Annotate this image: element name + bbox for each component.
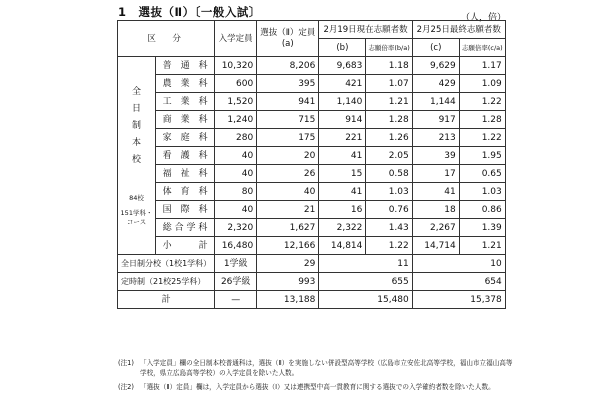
header-feb25-ratio: 志願倍率(c/a) (459, 39, 505, 57)
table-row (118, 165, 506, 183)
row-name: 全日制分校（1校1学科） (118, 255, 215, 273)
header-kubun: 区 分 (118, 21, 215, 57)
header-feb25-sub: (c) (412, 39, 459, 57)
cell-b: 14,814 (319, 237, 366, 255)
cell-a: 993 (257, 273, 319, 291)
cell-ratio-c: 1.03 (459, 183, 505, 201)
cell-teiin: 40 (215, 147, 257, 165)
row-name: 国 際 科 (156, 201, 215, 219)
cell-ratio-c: 0.65 (459, 165, 505, 183)
cell-ratio-c: 1.95 (459, 147, 505, 165)
header-senbatsu-label: 選抜（Ⅱ）定員 (260, 27, 316, 38)
footnote-text: 「入学定員」欄の全日制本校普通科は，選抜（Ⅱ）を実施しない併設型高等学校（広島市立安佐北高等学校，福山市立福山高等学校，県立広島高等学校）の入学定員を除いた人数。 (140, 359, 513, 377)
cell-ratio-b: 1.07 (366, 75, 412, 93)
cell-a: 941 (257, 93, 319, 111)
cell-a: 8,206 (257, 57, 319, 75)
header-feb19-sub: (b) (319, 39, 366, 57)
cell-a: 29 (257, 255, 319, 273)
cell-b: 15,480 (319, 291, 412, 309)
cell-teiin: 16,480 (215, 237, 257, 255)
cell-c: 15,378 (412, 291, 505, 309)
cell-teiin: 2,320 (215, 219, 257, 237)
cell-c: 1,144 (412, 93, 459, 111)
footnote-text: 「選抜（Ⅱ）定員」欄は，入学定員から選抜（Ⅰ）又は連携型中高一貫教育に関する選抜での入学確約者数を除いた人数。 (140, 383, 495, 391)
table-row (118, 111, 506, 129)
cell-b: 41 (319, 147, 366, 165)
cell-ratio-b: 2.05 (366, 147, 412, 165)
cell-teiin: 1,240 (215, 111, 257, 129)
cell-teiin: 26学級 (215, 273, 257, 291)
cell-a: 13,188 (257, 291, 319, 309)
row-name: 農 業 科 (156, 75, 215, 93)
cell-c: 9,629 (412, 57, 459, 75)
row-name: 看 護 科 (156, 147, 215, 165)
cell-ratio-c: 1.09 (459, 75, 505, 93)
cell-ratio-c: 1.22 (459, 93, 505, 111)
cell-b: 41 (319, 183, 366, 201)
cell-a: 12,166 (257, 237, 319, 255)
cell-a: 715 (257, 111, 319, 129)
row-name: 小 計 (156, 237, 215, 255)
header-feb19-ratio: 志願倍率(b/a) (366, 39, 412, 57)
table-row (118, 147, 506, 165)
cell-a: 26 (257, 165, 319, 183)
row-name: 総 合 学 科 (156, 219, 215, 237)
cell-c: 917 (412, 111, 459, 129)
header-senbatsu-sub: (a) (281, 38, 294, 49)
table-row-teiji (118, 273, 506, 291)
cell-teiin: 280 (215, 129, 257, 147)
table-row (118, 75, 506, 93)
cell-b: 1,140 (319, 93, 366, 111)
table-row (118, 183, 506, 201)
cell-ratio-b: 1.43 (366, 219, 412, 237)
cell-a: 20 (257, 147, 319, 165)
table-row-bunko (118, 255, 506, 273)
footnote (118, 382, 518, 392)
group-note-schools: 84校 (129, 194, 144, 202)
footnote (118, 358, 518, 378)
cell-teiin: 600 (215, 75, 257, 93)
cell-b: 9,683 (319, 57, 366, 75)
group-char: 本 (132, 138, 142, 148)
row-name: 商 業 科 (156, 111, 215, 129)
footnote-label: (注1) (118, 359, 134, 367)
cell-ratio-c: 0.86 (459, 201, 505, 219)
cell-ratio-c: 1.21 (459, 237, 505, 255)
table-row (118, 219, 506, 237)
cell-ratio-b: 1.22 (366, 237, 412, 255)
cell-b: 221 (319, 129, 366, 147)
unit-label: （人，倍） (460, 13, 506, 23)
header-teiin: 入学定員 (215, 21, 257, 57)
cell-c: 39 (412, 147, 459, 165)
table-row-total (118, 291, 506, 309)
cell-teiin: 80 (215, 183, 257, 201)
cell-a: 40 (257, 183, 319, 201)
cell-c: 213 (412, 129, 459, 147)
row-name: 体 育 科 (156, 183, 215, 201)
cell-a: 175 (257, 129, 319, 147)
header-feb25: 2月25日最終志願者数 (412, 21, 505, 39)
cell-teiin: 40 (215, 201, 257, 219)
cell-teiin: 40 (215, 165, 257, 183)
row-name: 計 (118, 291, 215, 309)
footnotes (118, 358, 518, 392)
row-name: 普 通 科 (156, 57, 215, 75)
cell-ratio-b: 1.28 (366, 111, 412, 129)
cell-c: 2,267 (412, 219, 459, 237)
cell-c: 18 (412, 201, 459, 219)
group-char: 日 (132, 104, 142, 114)
page-title: 1 選抜（Ⅱ）〔一般入試〕 (118, 5, 261, 19)
cell-c: 17 (412, 165, 459, 183)
cell-ratio-b: 0.76 (366, 201, 412, 219)
table-row-subtotal (118, 237, 506, 255)
table-row (118, 93, 506, 111)
group-char: 全 (132, 87, 142, 97)
cell-teiin: 1,520 (215, 93, 257, 111)
row-name: 福 祉 科 (156, 165, 215, 183)
cell-ratio-c: 1.22 (459, 129, 505, 147)
cell-a: 395 (257, 75, 319, 93)
cell-ratio-c: 1.28 (459, 111, 505, 129)
cell-b: 421 (319, 75, 366, 93)
cell-ratio-b: 1.21 (366, 93, 412, 111)
cell-b: 914 (319, 111, 366, 129)
cell-ratio-b: 0.58 (366, 165, 412, 183)
cell-b: 15 (319, 165, 366, 183)
table-row (118, 129, 506, 147)
row-name: 家 庭 科 (156, 129, 215, 147)
cell-c: 41 (412, 183, 459, 201)
header-senbatsu (257, 21, 319, 57)
row-name: 定時制（21校25学科） (118, 273, 215, 291)
cell-b: 655 (319, 273, 412, 291)
cell-ratio-c: 1.17 (459, 57, 505, 75)
cell-c: 654 (412, 273, 505, 291)
cell-b: 16 (319, 201, 366, 219)
cell-b: 2,322 (319, 219, 366, 237)
group-char: 制 (132, 121, 142, 131)
footnote-label: (注2) (118, 383, 134, 391)
cell-b: 11 (319, 255, 412, 273)
row-name: 工 業 科 (156, 93, 215, 111)
cell-teiin: 10,320 (215, 57, 257, 75)
group-note-courses: 151学科・コース (120, 209, 153, 226)
cell-ratio-b: 1.03 (366, 183, 412, 201)
cell-teiin: — (215, 291, 257, 309)
group-label-zennichisei (118, 57, 156, 255)
cell-c: 429 (412, 75, 459, 93)
applicants-table (117, 20, 506, 309)
table-row (118, 57, 506, 75)
cell-c: 10 (412, 255, 505, 273)
cell-ratio-b: 1.18 (366, 57, 412, 75)
header-feb19: 2月19日現在志願者数 (319, 21, 412, 39)
cell-teiin: 1学級 (215, 255, 257, 273)
cell-ratio-b: 1.26 (366, 129, 412, 147)
cell-a: 1,627 (257, 219, 319, 237)
cell-c: 14,714 (412, 237, 459, 255)
group-char: 校 (132, 155, 142, 165)
table-row (118, 201, 506, 219)
cell-ratio-c: 1.39 (459, 219, 505, 237)
cell-a: 21 (257, 201, 319, 219)
